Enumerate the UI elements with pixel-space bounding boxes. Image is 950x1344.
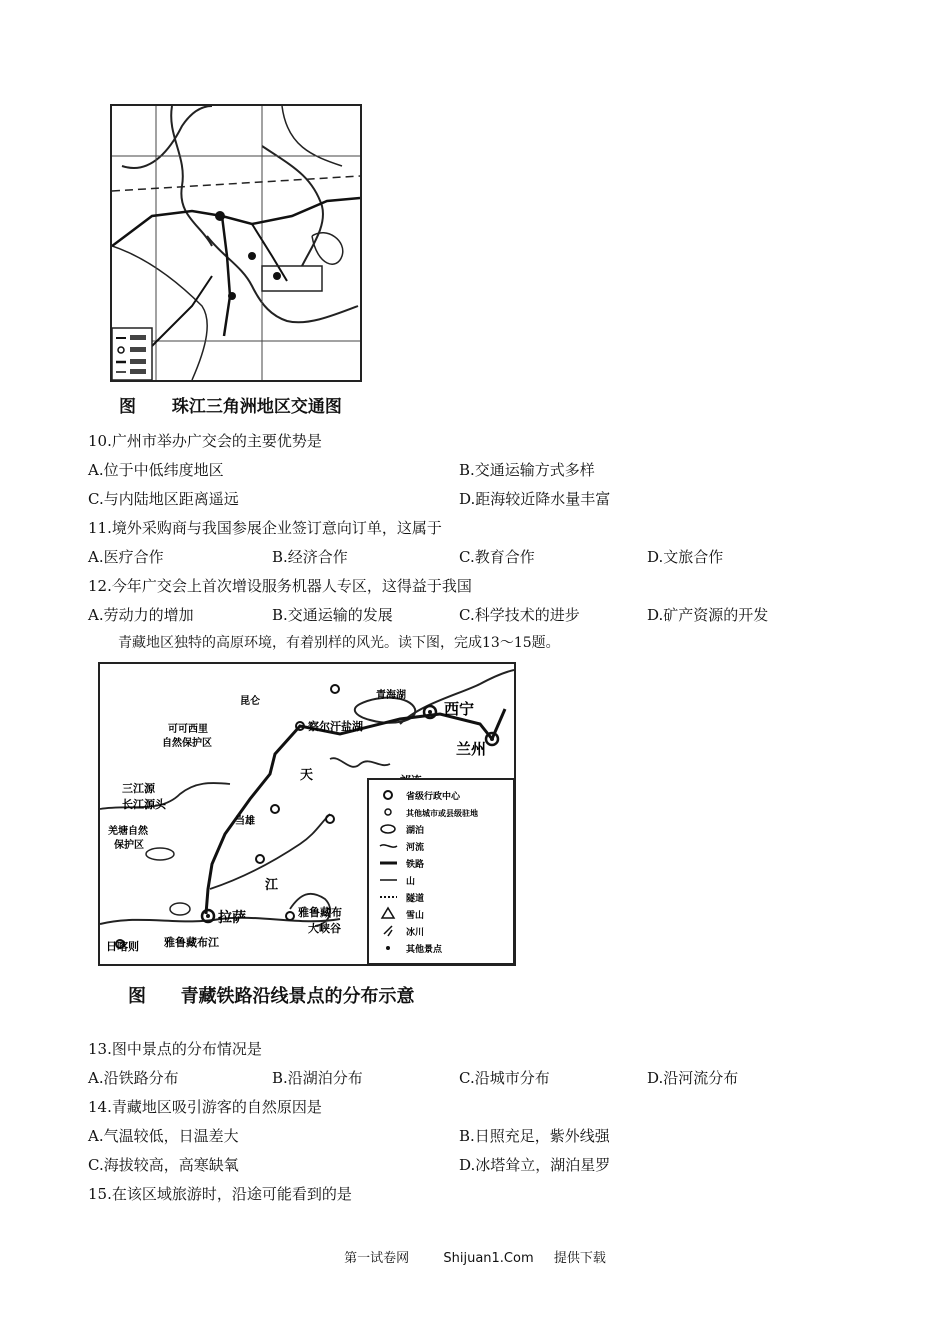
q13-option-b: B.沿湖泊分布 <box>272 1069 363 1087</box>
label-qiangtang2: 保护区 <box>114 840 144 851</box>
footer-provide: 提供下载 <box>553 1251 606 1266</box>
q12-option-a: A.劳动力的增加 <box>88 606 194 624</box>
map2-caption-fig: 图 <box>128 986 146 1007</box>
legend-item-5: 铁路 <box>406 860 425 870</box>
label-qinghaihu: 青海湖 <box>376 690 406 701</box>
legend-item-3: 湖泊 <box>406 826 425 836</box>
legend-item-6: 山 <box>406 877 416 887</box>
q14-option-c: C.海拔较高，高寒缺氧 <box>88 1156 239 1174</box>
q10-option-c: C.与内陆地区距离遥远 <box>88 490 239 508</box>
label-yarlung: 雅鲁藏布 <box>298 906 342 919</box>
q10-option-a: A.位于中低纬度地区 <box>88 461 224 479</box>
label-qiangtang1: 羌塘自然 <box>108 826 148 837</box>
q12-option-d: D.矿产资源的开发 <box>647 606 769 624</box>
label-lanzhou: 兰州 <box>456 740 487 758</box>
q12-option-c: C.科学技术的进步 <box>459 606 580 624</box>
label-jiang: 江 <box>265 878 279 893</box>
map1-caption <box>119 392 342 417</box>
q12-stem: 12.今年广交会上首次增设服务机器人专区，这得益于我国 <box>88 577 472 595</box>
label-changjiang: 长江源头 <box>122 798 166 811</box>
q14-option-d: D.冰塔耸立，湖泊星罗 <box>459 1156 611 1174</box>
q13-option-d: D.沿河流分布 <box>647 1069 739 1087</box>
q14-option-b: B.日照充足，紫外线强 <box>459 1127 610 1145</box>
q13-option-c: C.沿城市分布 <box>459 1069 550 1087</box>
label-tian: 天 <box>300 768 314 783</box>
label-daxiagu: 大峡谷 <box>308 922 341 935</box>
map1-caption-title: 珠江三角洲地区交通图 <box>171 397 342 417</box>
label-kunlun: 昆仑 <box>240 696 260 707</box>
legend-item-1: 省级行政中心 <box>406 792 461 802</box>
legend-item-2: 其他城市或县级驻地 <box>406 809 478 818</box>
label-chaerhan: 察尔汗盐湖 <box>308 720 363 733</box>
legend-item-9: 冰川 <box>406 928 425 938</box>
label-lasa: 拉萨 <box>218 910 246 926</box>
section-intro: 青藏地区独特的高原环境，有着别样的风光。读下图，完成13～15题。 <box>118 635 560 651</box>
label-kekexili: 可可西里 <box>168 724 208 735</box>
legend-item-4: 河流 <box>406 843 425 853</box>
label-yarlung-river: 雅鲁藏布江 <box>164 936 219 949</box>
q10-stem: 10.广州市举办广交会的主要优势是 <box>88 432 322 450</box>
map1-caption-fig: 图 <box>119 397 136 417</box>
page-footer <box>0 1247 950 1266</box>
q14-stem: 14.青藏地区吸引游客的自然原因是 <box>88 1098 322 1116</box>
legend-item-7: 隧道 <box>406 894 425 904</box>
map-pearl-river-delta-drawing <box>112 106 360 380</box>
label-dangxiong: 当雄 <box>235 816 255 827</box>
label-xining: 西宁 <box>444 700 475 718</box>
q14-option-a: A.气温较低，日温差大 <box>88 1127 239 1145</box>
q11-option-a: A.医疗合作 <box>88 548 164 566</box>
label-rikaze: 日喀则 <box>106 940 139 953</box>
map-qinghai-tibet-drawing <box>100 664 514 964</box>
map-pearl-river-delta <box>110 104 362 382</box>
q12-option-b: B.交通运输的发展 <box>272 606 393 624</box>
q11-option-c: C.教育合作 <box>459 548 535 566</box>
label-kekexili2: 自然保护区 <box>162 738 212 749</box>
q13-option-a: A.沿铁路分布 <box>88 1069 179 1087</box>
q11-stem: 11.境外采购商与我国参展企业签订意向订单，这属于 <box>88 519 442 537</box>
q10-option-b: B.交通运输方式多样 <box>459 461 595 479</box>
map2-caption-title: 青藏铁路沿线景点的分布示意 <box>180 986 415 1007</box>
footer-domain[interactable]: Shijuan1.Com <box>443 1251 534 1266</box>
legend-item-8: 雪山 <box>406 911 425 921</box>
q10-option-d: D.距海较近降水量丰富 <box>459 490 611 508</box>
label-sanjiangyuan: 三江源 <box>122 782 155 795</box>
q11-option-d: D.文旅合作 <box>647 548 724 566</box>
map-qinghai-tibet-railway <box>98 662 516 966</box>
q11-option-b: B.经济合作 <box>272 548 348 566</box>
legend-item-10: 其他景点 <box>406 945 443 955</box>
map2-caption <box>128 982 415 1008</box>
footer-site: 第一试卷网 <box>344 1251 410 1266</box>
q15-stem: 15.在该区域旅游时，沿途可能看到的是 <box>88 1185 352 1203</box>
q13-stem: 13.图中景点的分布情况是 <box>88 1040 262 1058</box>
